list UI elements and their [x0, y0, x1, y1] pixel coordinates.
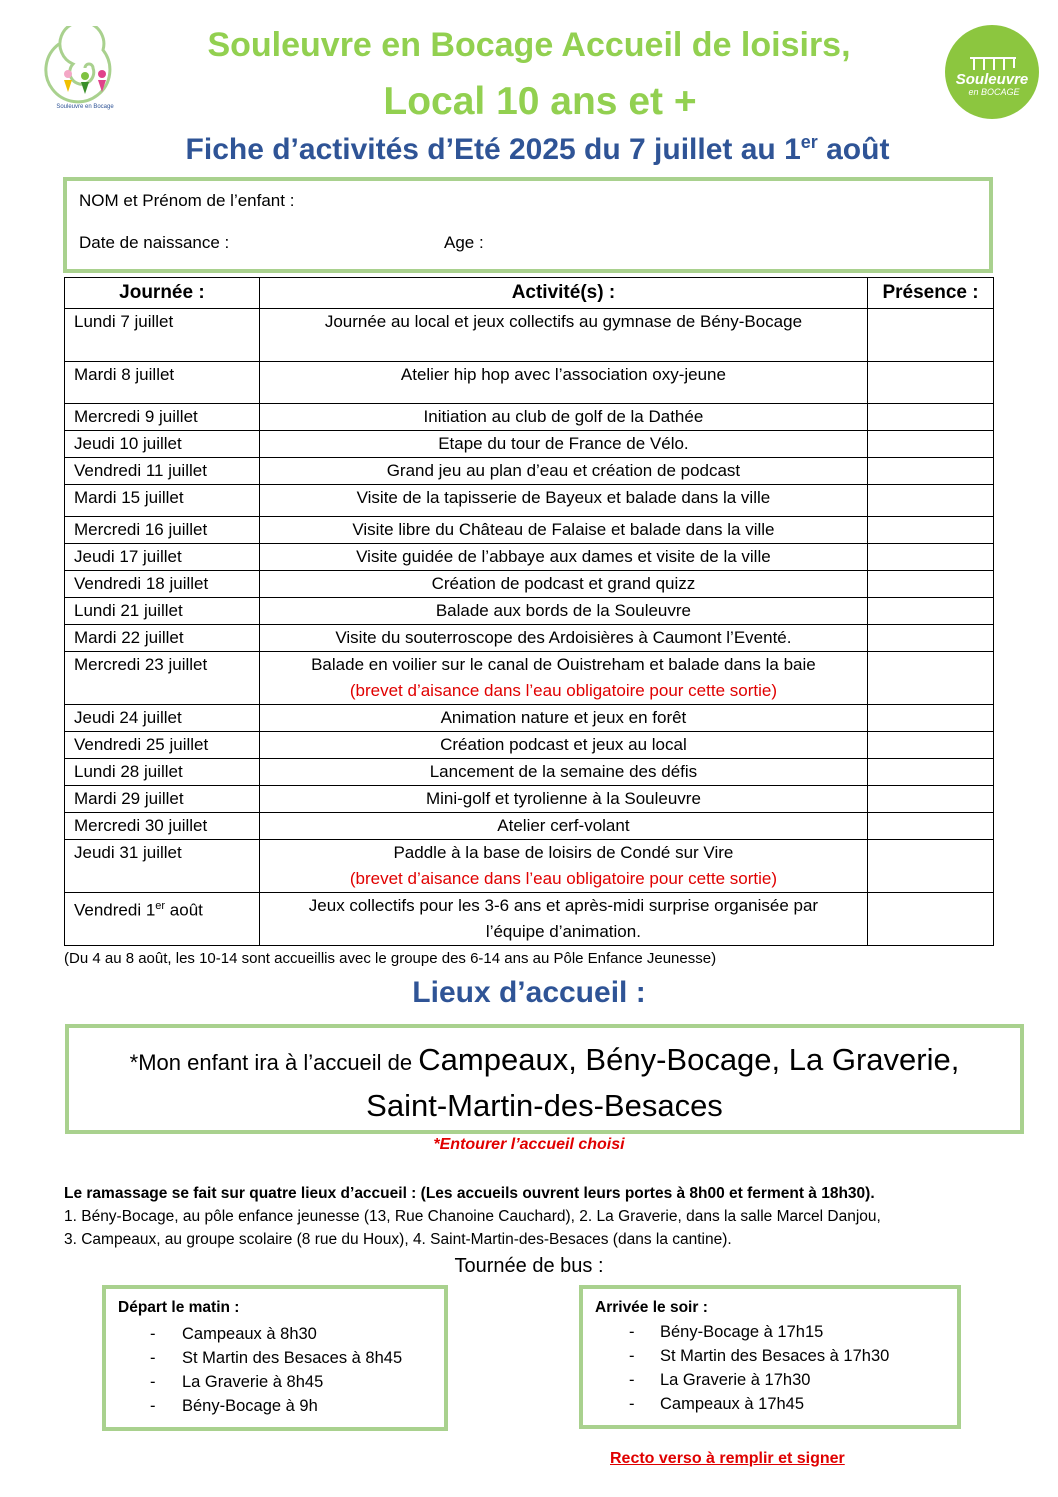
accueil-places[interactable]: Campeaux, Bény-Bocage, La Graverie,	[418, 1042, 960, 1077]
table-row	[65, 431, 994, 458]
presence-cell[interactable]	[868, 893, 994, 946]
activity-text: Balade en voilier sur le canal de Ouistreham et balade dans la baie	[311, 655, 816, 674]
presence-cell[interactable]	[868, 813, 994, 840]
table-row	[65, 840, 994, 893]
presence-cell[interactable]	[868, 759, 994, 786]
morning-stop: St Martin des Besaces à 8h45	[182, 1349, 403, 1367]
day-cell: Jeudi 17 juillet	[65, 544, 260, 571]
presence-cell[interactable]	[868, 598, 994, 625]
day-cell: Vendredi 1er août	[65, 893, 260, 946]
list-bullet: -	[150, 1325, 156, 1343]
presence-cell[interactable]	[868, 458, 994, 485]
presence-cell[interactable]	[868, 732, 994, 759]
presence-cell[interactable]	[868, 431, 994, 458]
table-row	[65, 732, 994, 759]
recto-verso-notice: Recto verso à remplir et signer	[610, 1450, 845, 1467]
activity-cell: Etape du tour de France de Vélo.	[259, 431, 867, 458]
svg-text:Souleuvre en Bocage: Souleuvre en Bocage	[56, 104, 114, 110]
list-bullet: -	[629, 1347, 635, 1365]
activity-cell: Initiation au club de golf de la Dathée	[259, 404, 867, 431]
presence-cell[interactable]	[868, 544, 994, 571]
lieux-accueil-title: Lieux d’accueil :	[412, 976, 646, 1009]
morning-departure-box	[102, 1285, 448, 1431]
evening-title: Arrivée le soir :	[595, 1299, 708, 1316]
evening-stop: Campeaux à 17h45	[660, 1395, 805, 1413]
presence-cell[interactable]	[868, 517, 994, 544]
svg-text:en BOCAGE: en BOCAGE	[968, 87, 1020, 97]
day-cell: Lundi 7 juillet	[65, 309, 260, 362]
presence-cell[interactable]	[868, 786, 994, 813]
presence-cell[interactable]	[868, 840, 994, 893]
table-row	[65, 813, 994, 840]
list-bullet: -	[629, 1395, 635, 1413]
day-cell: Mercredi 23 juillet	[65, 652, 260, 705]
activity-cell	[259, 840, 867, 893]
table-row	[65, 598, 994, 625]
activity-cell	[259, 652, 867, 705]
identity-box	[63, 177, 993, 273]
activity-cell: Visite du souterroscope des Ardoisières à Caumont l’Eventé.	[259, 625, 867, 652]
table-header-row	[65, 278, 994, 309]
table-row	[65, 404, 994, 431]
activity-cell: Atelier hip hop avec l’association oxy-jeune	[259, 362, 867, 404]
activity-cell: Visite de la tapisserie de Bayeux et balade dans la ville	[259, 485, 867, 517]
accueil-choice-box	[65, 1024, 1024, 1134]
august-note: (Du 4 au 8 août, les 10-14 sont accueillis avec le groupe des 6-14 ans au Pôle Enfance Jeunesse)	[64, 950, 717, 967]
presence-cell[interactable]	[868, 404, 994, 431]
day-cell: Mardi 8 juillet	[65, 362, 260, 404]
presence-cell[interactable]	[868, 571, 994, 598]
accueil-choice-line-1: *Mon enfant ira à l’accueil de Campeaux, Bény-Bocage, La Graverie,	[129, 1042, 960, 1077]
day-cell: Mercredi 9 juillet	[65, 404, 260, 431]
day-cell: Mardi 15 juillet	[65, 485, 260, 517]
activity-cell: Journée au local et jeux collectifs au gymnase de Bény-Bocage	[259, 309, 867, 362]
birth-date-label: Date de naissance :	[79, 233, 230, 252]
day-cell: Lundi 28 juillet	[65, 759, 260, 786]
presence-cell[interactable]	[868, 362, 994, 404]
accueil-choice-line-2[interactable]: Saint-Martin-des-Besaces	[366, 1088, 723, 1123]
ramassage-intro: Le ramassage se fait sur quatre lieux d’accueil : (Les accueils ouvrent leurs portes à 8h00 et ferment à 18h30).	[64, 1185, 875, 1202]
table-row	[65, 705, 994, 732]
presence-cell[interactable]	[868, 705, 994, 732]
title-line-1: Souleuvre en Bocage Accueil de loisirs,	[207, 26, 851, 64]
evening-stop: La Graverie à 17h30	[660, 1371, 811, 1389]
activity-cell: Atelier cerf-volant	[259, 813, 867, 840]
age-label: Age :	[444, 233, 484, 252]
evening-stop: St Martin des Besaces à 17h30	[660, 1347, 890, 1365]
activity-cell: Mini-golf et tyrolienne à la Souleuvre	[259, 786, 867, 813]
morning-stop: Campeaux à 8h30	[182, 1325, 317, 1343]
table-row	[65, 759, 994, 786]
day-cell: Vendredi 11 juillet	[65, 458, 260, 485]
title-line-2: Local 10 ans et +	[383, 80, 697, 123]
presence-cell[interactable]	[868, 625, 994, 652]
table-row	[65, 893, 994, 946]
table-row	[65, 362, 994, 404]
activity-text: Paddle à la base de loisirs de Condé sur Vire	[393, 843, 734, 862]
day-cell: Vendredi 18 juillet	[65, 571, 260, 598]
list-bullet: -	[629, 1371, 635, 1389]
morning-stop: La Graverie à 8h45	[182, 1373, 324, 1391]
list-bullet: -	[150, 1397, 156, 1415]
table-row	[65, 544, 994, 571]
evening-arrival-box	[579, 1285, 961, 1429]
column-header-day: Journée :	[65, 278, 260, 309]
morning-stop: Bény-Bocage à 9h	[182, 1397, 318, 1415]
ramassage-places-1: 1. Bény-Bocage, au pôle enfance jeunesse (13, Rue Chanoine Cauchard), 2. La Graverie, dans la salle Marcel Danjou,	[64, 1208, 881, 1225]
ramassage-places-2: 3. Campeaux, au groupe scolaire (8 rue du Houx), 4. Saint-Martin-des-Besaces (dans la cantine).	[64, 1231, 732, 1248]
day-cell: Vendredi 25 juillet	[65, 732, 260, 759]
table-row	[65, 458, 994, 485]
day-cell: Mercredi 16 juillet	[65, 517, 260, 544]
table-row	[65, 517, 994, 544]
day-cell: Mardi 22 juillet	[65, 625, 260, 652]
table-row	[65, 625, 994, 652]
activity-cell: Lancement de la semaine des défis	[259, 759, 867, 786]
list-bullet: -	[629, 1323, 635, 1341]
column-header-presence: Présence :	[868, 278, 994, 309]
table-row	[65, 571, 994, 598]
presence-cell[interactable]	[868, 652, 994, 705]
table-row	[65, 309, 994, 362]
activity-cell: Visite libre du Château de Falaise et balade dans la ville	[259, 517, 867, 544]
list-bullet: -	[150, 1349, 156, 1367]
svg-text:Souleuvre: Souleuvre	[955, 71, 1029, 88]
title-line-3: Fiche d’activités d’Eté 2025 du 7 juillet au 1er août	[185, 132, 890, 166]
list-bullet: -	[150, 1373, 156, 1391]
activities-table	[64, 277, 994, 946]
activity-cell: Création podcast et jeux au local	[259, 732, 867, 759]
activity-cell: Animation nature et jeux en forêt	[259, 705, 867, 732]
day-cell: Mercredi 30 juillet	[65, 813, 260, 840]
activity-cell: Grand jeu au plan d’eau et création de podcast	[259, 458, 867, 485]
activity-cell: Visite guidée de l’abbaye aux dames et visite de la ville	[259, 544, 867, 571]
activity-warning: (brevet d’aisance dans l’eau obligatoire pour cette sortie)	[349, 681, 777, 700]
day-cell: Jeudi 10 juillet	[65, 431, 260, 458]
day-cell: Lundi 21 juillet	[65, 598, 260, 625]
activity-cell: Création de podcast et grand quizz	[259, 571, 867, 598]
entourer-instruction: *Entourer l’accueil choisi	[433, 1136, 625, 1153]
day-cell: Jeudi 24 juillet	[65, 705, 260, 732]
column-header-activity: Activité(s) :	[259, 278, 867, 309]
table-row	[65, 485, 994, 517]
bus-tour-title: Tournée de bus :	[454, 1255, 604, 1277]
day-cell: Mardi 29 juillet	[65, 786, 260, 813]
evening-stop: Bény-Bocage à 17h15	[660, 1323, 824, 1341]
table-row	[65, 786, 994, 813]
activity-cell	[259, 893, 867, 946]
activity-warning: (brevet d’aisance dans l’eau obligatoire pour cette sortie)	[349, 869, 777, 888]
morning-title: Départ le matin :	[118, 1299, 240, 1316]
presence-cell[interactable]	[868, 485, 994, 517]
activity-text: Jeux collectifs pour les 3-6 ans et après-midi surprise organisée par	[308, 896, 819, 915]
table-row	[65, 652, 994, 705]
activity-text-continued: l’équipe d’animation.	[485, 922, 641, 941]
day-cell: Jeudi 31 juillet	[65, 840, 260, 893]
activity-cell: Balade aux bords de la Souleuvre	[259, 598, 867, 625]
presence-cell[interactable]	[868, 309, 994, 362]
child-name-label: NOM et Prénom de l’enfant :	[79, 191, 295, 210]
